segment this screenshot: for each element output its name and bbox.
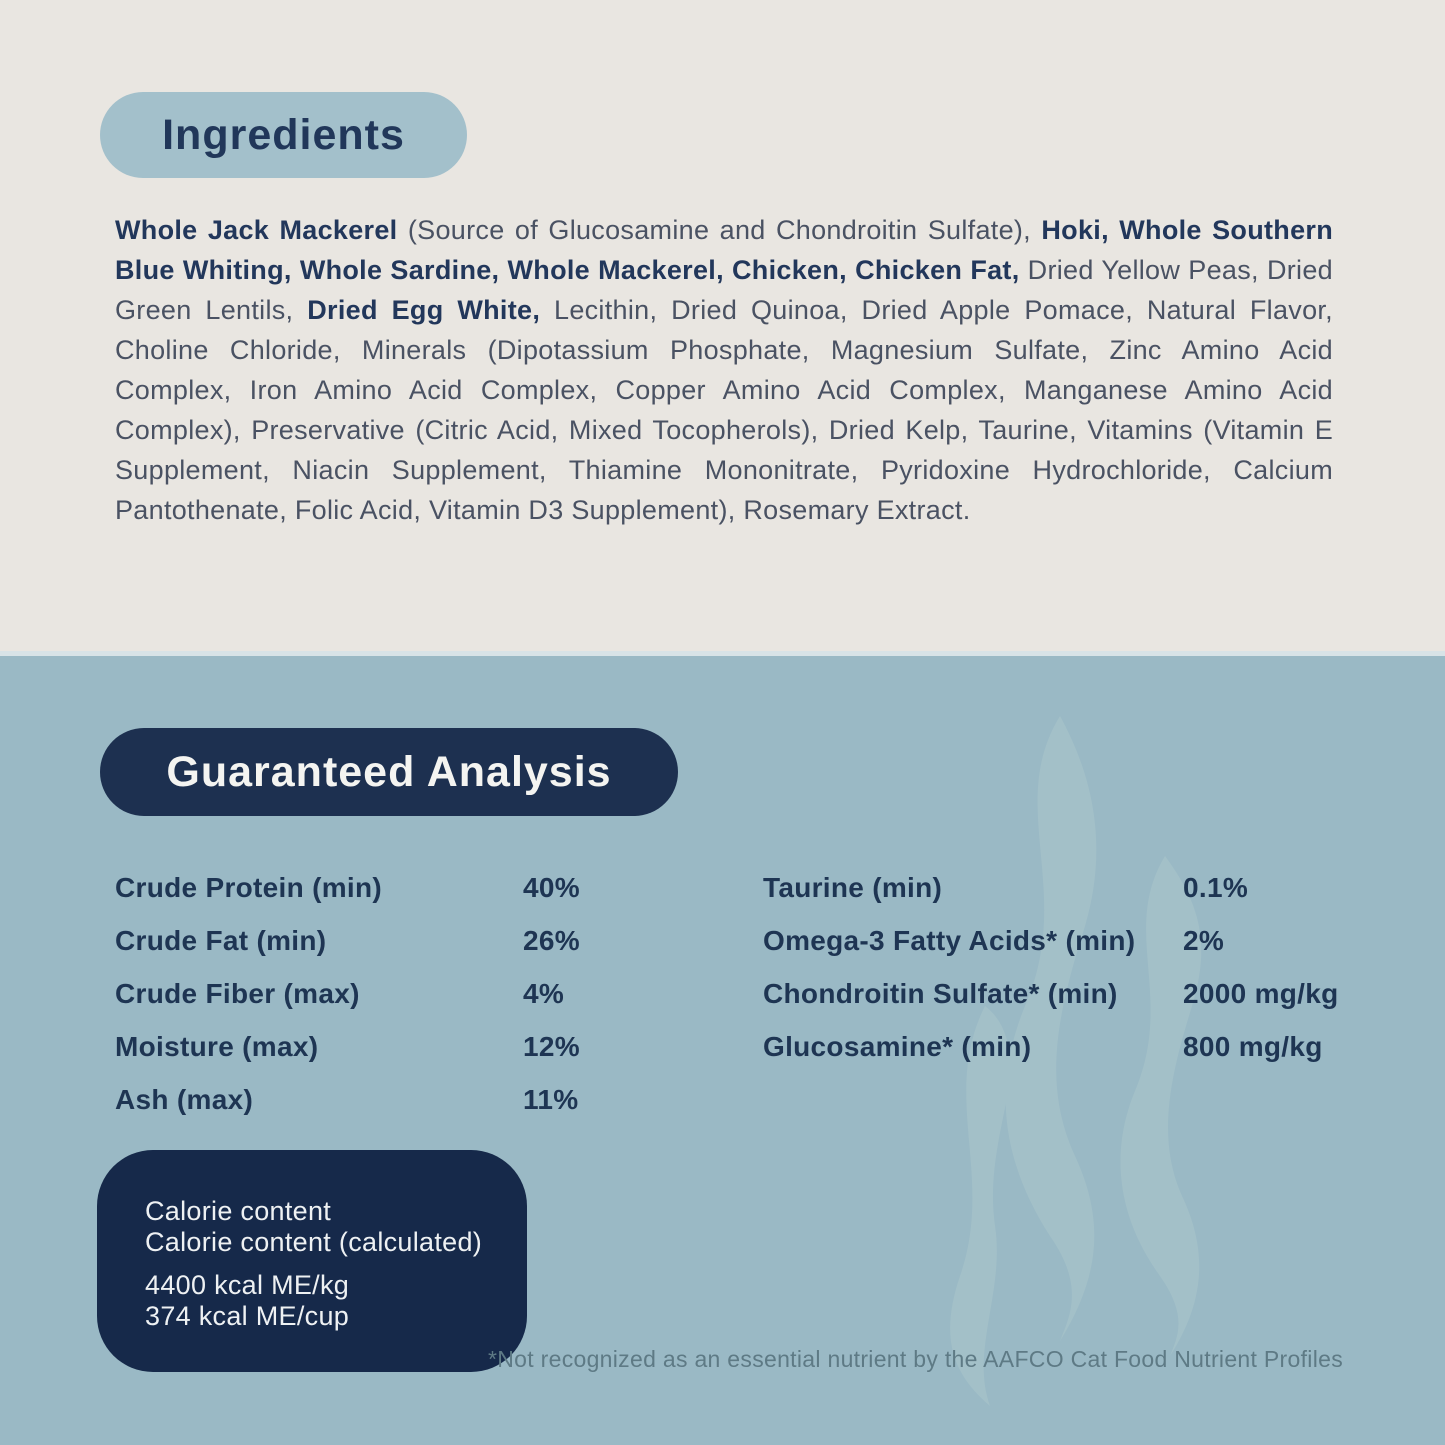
ingredients-paragraph [115, 210, 1333, 530]
analysis-row [115, 1073, 690, 1126]
ingredients-heading-pill [100, 92, 467, 178]
nutrient-label: Ash (max) [115, 1083, 254, 1115]
guaranteed-analysis-section [0, 656, 1445, 1445]
nutrient-label: Crude Fiber (max) [115, 977, 360, 1009]
guaranteed-analysis-heading-pill [100, 728, 678, 816]
calorie-content-box [97, 1150, 527, 1372]
analysis-row [115, 914, 690, 967]
ingredient-segment: (Source of Glucosamine and Chondroitin Sulfate), [397, 215, 1042, 245]
analysis-row [115, 967, 690, 1020]
analysis-row [763, 861, 1338, 914]
ingredient-segment: Whole Jack Mackerel [115, 215, 398, 245]
nutrient-label: Taurine (min) [763, 871, 943, 903]
calorie-line: Calorie content (calculated) [145, 1227, 483, 1257]
nutrient-value: 11% [523, 1083, 579, 1115]
calorie-content-text [145, 1196, 482, 1332]
nutrient-value: 12% [523, 1030, 580, 1062]
nutrient-label: Moisture (max) [115, 1030, 319, 1062]
analysis-column-right [763, 861, 1338, 1073]
guaranteed-analysis-heading: Guaranteed Analysis [166, 747, 612, 796]
analysis-row [763, 914, 1338, 967]
nutrient-label: Omega-3 Fatty Acids* (min) [763, 924, 1136, 956]
nutrient-label: Crude Protein (min) [115, 871, 383, 903]
analysis-column-left [115, 861, 690, 1126]
analysis-row [763, 967, 1338, 1020]
ingredient-segment: Dried Egg White, [307, 295, 541, 325]
analysis-row [763, 1020, 1338, 1073]
nutrient-value: 2000 mg/kg [1183, 977, 1339, 1009]
ingredient-segment: Lecithin, Dried Quinoa, Dried Apple Pomace, Natural Flavor, Choline Chloride, Minerals (Dipotassium Phosphate, Magnesium Sulfate, Zinc Amino Acid Complex, Iron Amino Acid Complex, Copper Amino Acid Complex, Manganese Amino Acid Complex), Preservative (Citric Acid, Mixed Tocopherols), Dried Kelp, Taurine, Vitamins (Vitamin E Supplement, Niacin Supplement, Thiamine Mononitrate, Pyridoxine Hydrochloride, Calcium Pantothenate, Folic Acid, Vitamin D3 Supplement), Rosemary Extract. [115, 295, 1333, 525]
ingredient-segment: Dried Yellow Peas, Dried Green Lentils, [115, 255, 1333, 325]
nutrient-value: 26% [523, 924, 580, 956]
nutrient-value: 800 mg/kg [1183, 1030, 1323, 1062]
ingredient-segment: Hoki, Whole Southern Blue Whiting, Whole Sardine, Whole Mackerel, Chicken, Chicken Fat, [115, 215, 1334, 285]
nutrient-value: 0.1% [1183, 871, 1249, 903]
nutrient-value: 4% [523, 977, 565, 1009]
aafco-footnote: *Not recognized as an essential nutrient by the AAFCO Cat Food Nutrient Profiles [488, 1346, 1343, 1372]
nutrient-label: Glucosamine* (min) [763, 1030, 1032, 1062]
nutrient-value: 2% [1183, 924, 1225, 956]
nutrient-label: Chondroitin Sulfate* (min) [763, 977, 1118, 1009]
ingredients-section [0, 0, 1445, 651]
calorie-value: 374 kcal ME/cup [145, 1301, 350, 1331]
analysis-row [115, 1020, 690, 1073]
calorie-line: Calorie content [145, 1196, 332, 1226]
nutrient-value: 40% [523, 871, 580, 903]
calorie-value: 4400 kcal ME/kg [145, 1270, 350, 1300]
nutrient-label: Crude Fat (min) [115, 924, 327, 956]
ingredients-heading: Ingredients [162, 110, 405, 159]
analysis-row [115, 861, 690, 914]
